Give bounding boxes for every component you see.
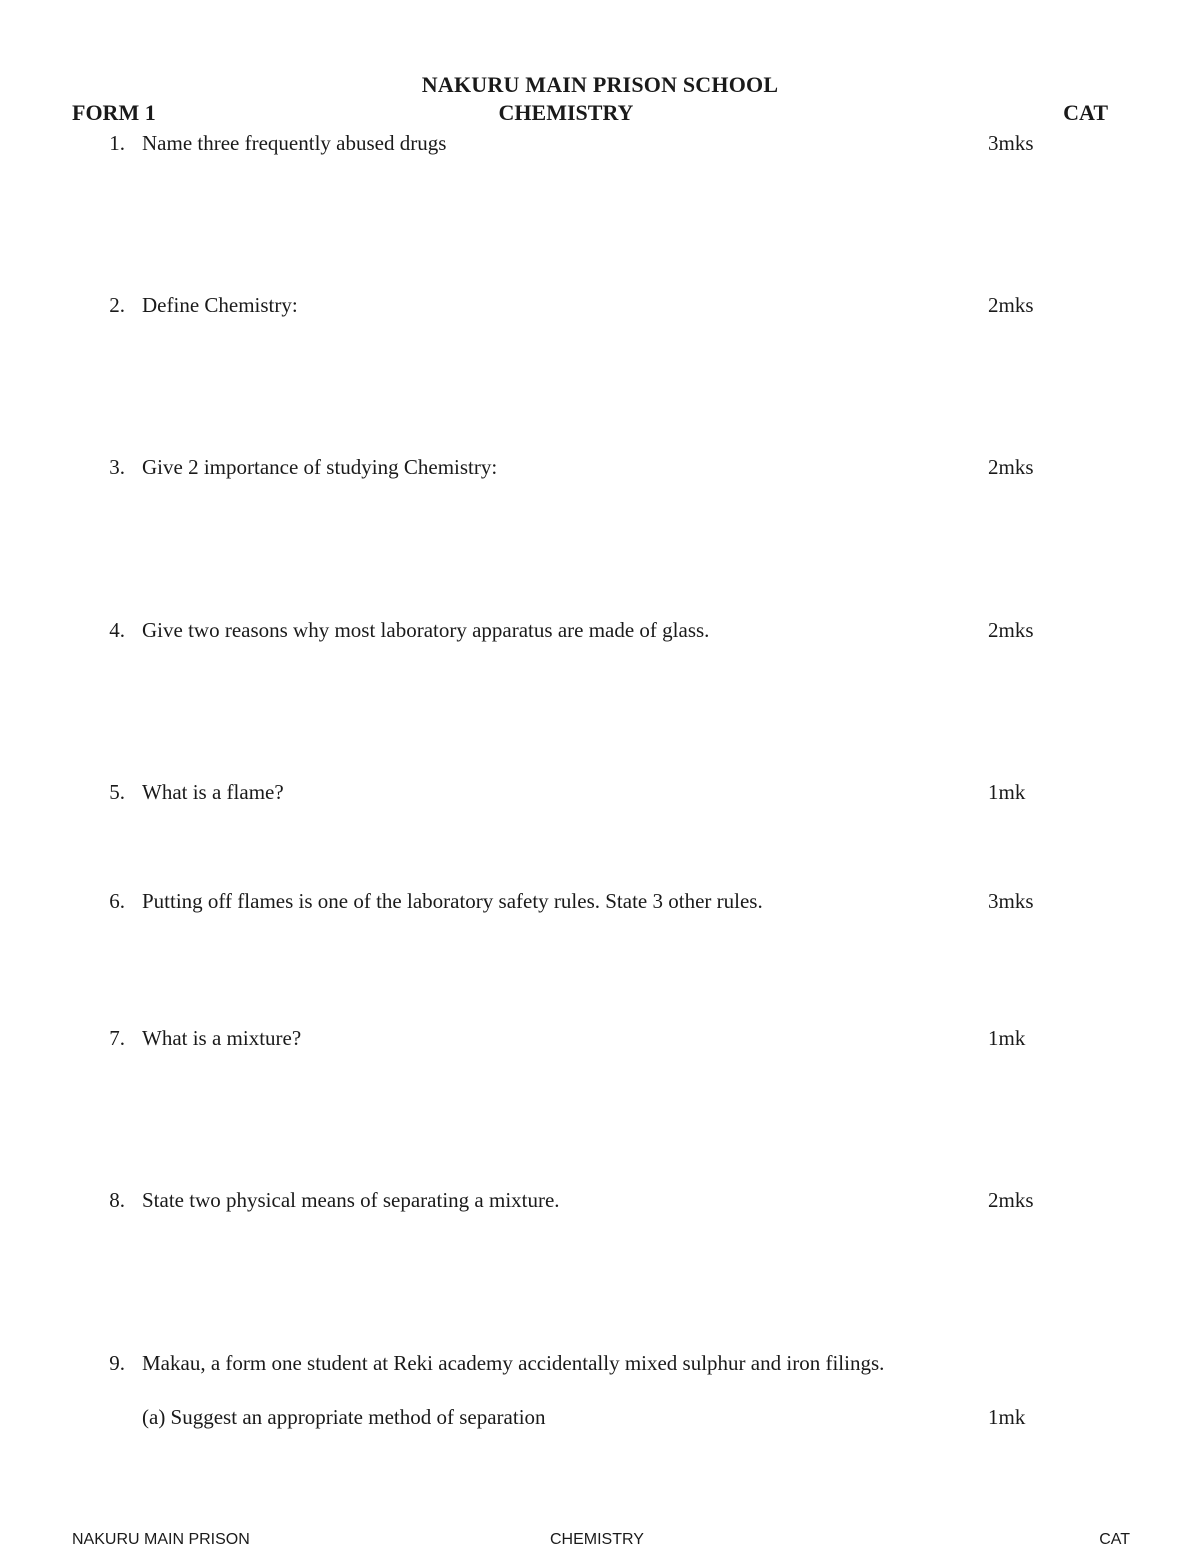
question-marks: 2mks	[988, 1188, 1034, 1212]
sub-question-9a	[142, 1405, 1142, 1435]
sub-question-text: (a) Suggest an appropriate method of separation	[142, 1405, 546, 1429]
question-text: Makau, a form one student at Reki academy accidentally mixed sulphur and iron filings.	[142, 1351, 885, 1375]
question-marks: 1mk	[988, 780, 1026, 804]
question-number: 5.	[109, 780, 125, 804]
question-marks: 2mks	[988, 293, 1034, 317]
question-marks: 3mks	[988, 889, 1034, 913]
question-number: 1.	[109, 131, 125, 155]
school-title: NAKURU MAIN PRISON SCHOOL	[421, 72, 779, 97]
footer-center: CHEMISTRY	[550, 1531, 644, 1548]
footer-right: CAT	[1099, 1531, 1130, 1548]
question-number: 6.	[109, 889, 125, 913]
question-text: Define Chemistry:	[142, 293, 298, 317]
exam-label: CAT	[1063, 100, 1108, 125]
question-number: 7.	[109, 1026, 125, 1050]
question-number: 8.	[109, 1188, 125, 1212]
question-text: State two physical means of separating a mixture.	[142, 1188, 560, 1212]
question-text: Putting off flames is one of the laboratory safety rules. State 3 other rules.	[142, 889, 763, 913]
question-7	[0, 1026, 1200, 1056]
question-text: What is a flame?	[142, 780, 284, 804]
question-number: 3.	[109, 455, 125, 479]
question-2	[0, 293, 1200, 323]
question-text: Give 2 importance of studying Chemistry:	[142, 455, 498, 479]
question-3	[0, 455, 1200, 485]
question-1	[0, 131, 1200, 161]
question-text: Give two reasons why most laboratory apparatus are made of glass.	[142, 618, 710, 642]
question-8	[0, 1188, 1200, 1218]
question-marks: 1mk	[988, 1026, 1026, 1050]
question-marks: 3mks	[988, 131, 1034, 155]
question-5	[0, 780, 1200, 810]
question-number: 4.	[109, 618, 125, 642]
question-text: What is a mixture?	[142, 1026, 302, 1050]
question-marks: 2mks	[988, 618, 1034, 642]
sub-question-marks: 1mk	[988, 1405, 1026, 1429]
question-number: 9.	[109, 1351, 125, 1375]
form-label: FORM 1	[72, 100, 156, 125]
question-6	[0, 889, 1200, 919]
footer-left: NAKURU MAIN PRISON	[72, 1531, 250, 1548]
question-text: Name three frequently abused drugs	[142, 131, 447, 155]
question-4	[0, 618, 1200, 648]
subject-label: CHEMISTRY	[498, 100, 634, 125]
question-number: 2.	[109, 293, 125, 317]
question-9	[0, 1351, 1200, 1381]
question-marks: 2mks	[988, 455, 1034, 479]
